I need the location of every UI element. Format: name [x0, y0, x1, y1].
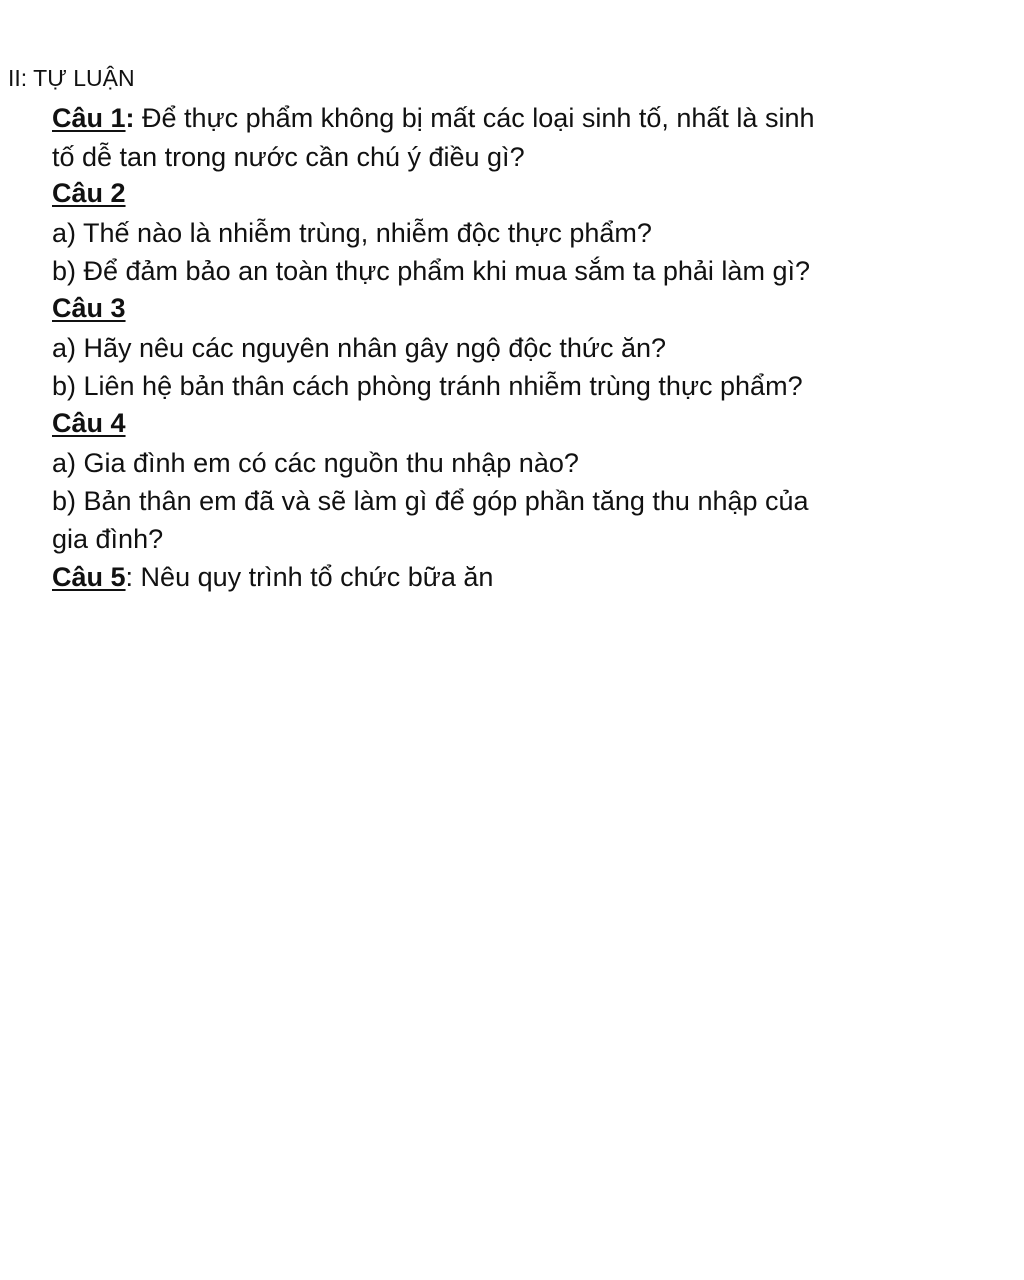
- question-4-part-a: a) Gia đình em có các nguồn thu nhập nào?: [52, 448, 579, 478]
- question-5-line: [52, 560, 493, 594]
- question-4-heading: [52, 406, 126, 440]
- question-4-part-b-line-1: b) Bản thân em đã và sẽ làm gì để góp phần tăng thu nhập của: [52, 486, 809, 516]
- question-3-label: Câu 3: [52, 293, 126, 323]
- question-5-colon: :: [125, 562, 134, 592]
- question-1-line-1: [52, 101, 814, 135]
- question-1-text-1: Để thực phẩm không bị mất các loại sinh tố, nhất là sinh: [134, 103, 815, 133]
- question-1-colon: :: [125, 103, 135, 133]
- question-5-text: Nêu quy trình tổ chức bữa ăn: [133, 562, 494, 592]
- question-2-label: Câu 2: [52, 178, 126, 208]
- question-2-part-a: a) Thế nào là nhiễm trùng, nhiễm độc thực phẩm?: [52, 218, 652, 248]
- question-4-part-b-line-2: gia đình?: [52, 524, 164, 554]
- section-title: II: TỰ LUẬN: [8, 65, 135, 91]
- question-3-part-a: a) Hãy nêu các nguyên nhân gây ngộ độc thức ăn?: [52, 333, 666, 363]
- question-3-heading: [52, 291, 126, 325]
- question-3-part-b: b) Liên hệ bản thân cách phòng tránh nhiễm trùng thực phẩm?: [52, 371, 803, 401]
- question-5-label: Câu 5: [52, 562, 126, 592]
- question-1-label: Câu 1: [52, 103, 126, 133]
- question-4-label: Câu 4: [52, 408, 126, 438]
- question-1-line-2: tố dễ tan trong nước cần chú ý điều gì?: [52, 142, 525, 172]
- question-2-heading: [52, 176, 126, 210]
- question-2-part-b: b) Để đảm bảo an toàn thực phẩm khi mua sắm ta phải làm gì?: [52, 256, 810, 286]
